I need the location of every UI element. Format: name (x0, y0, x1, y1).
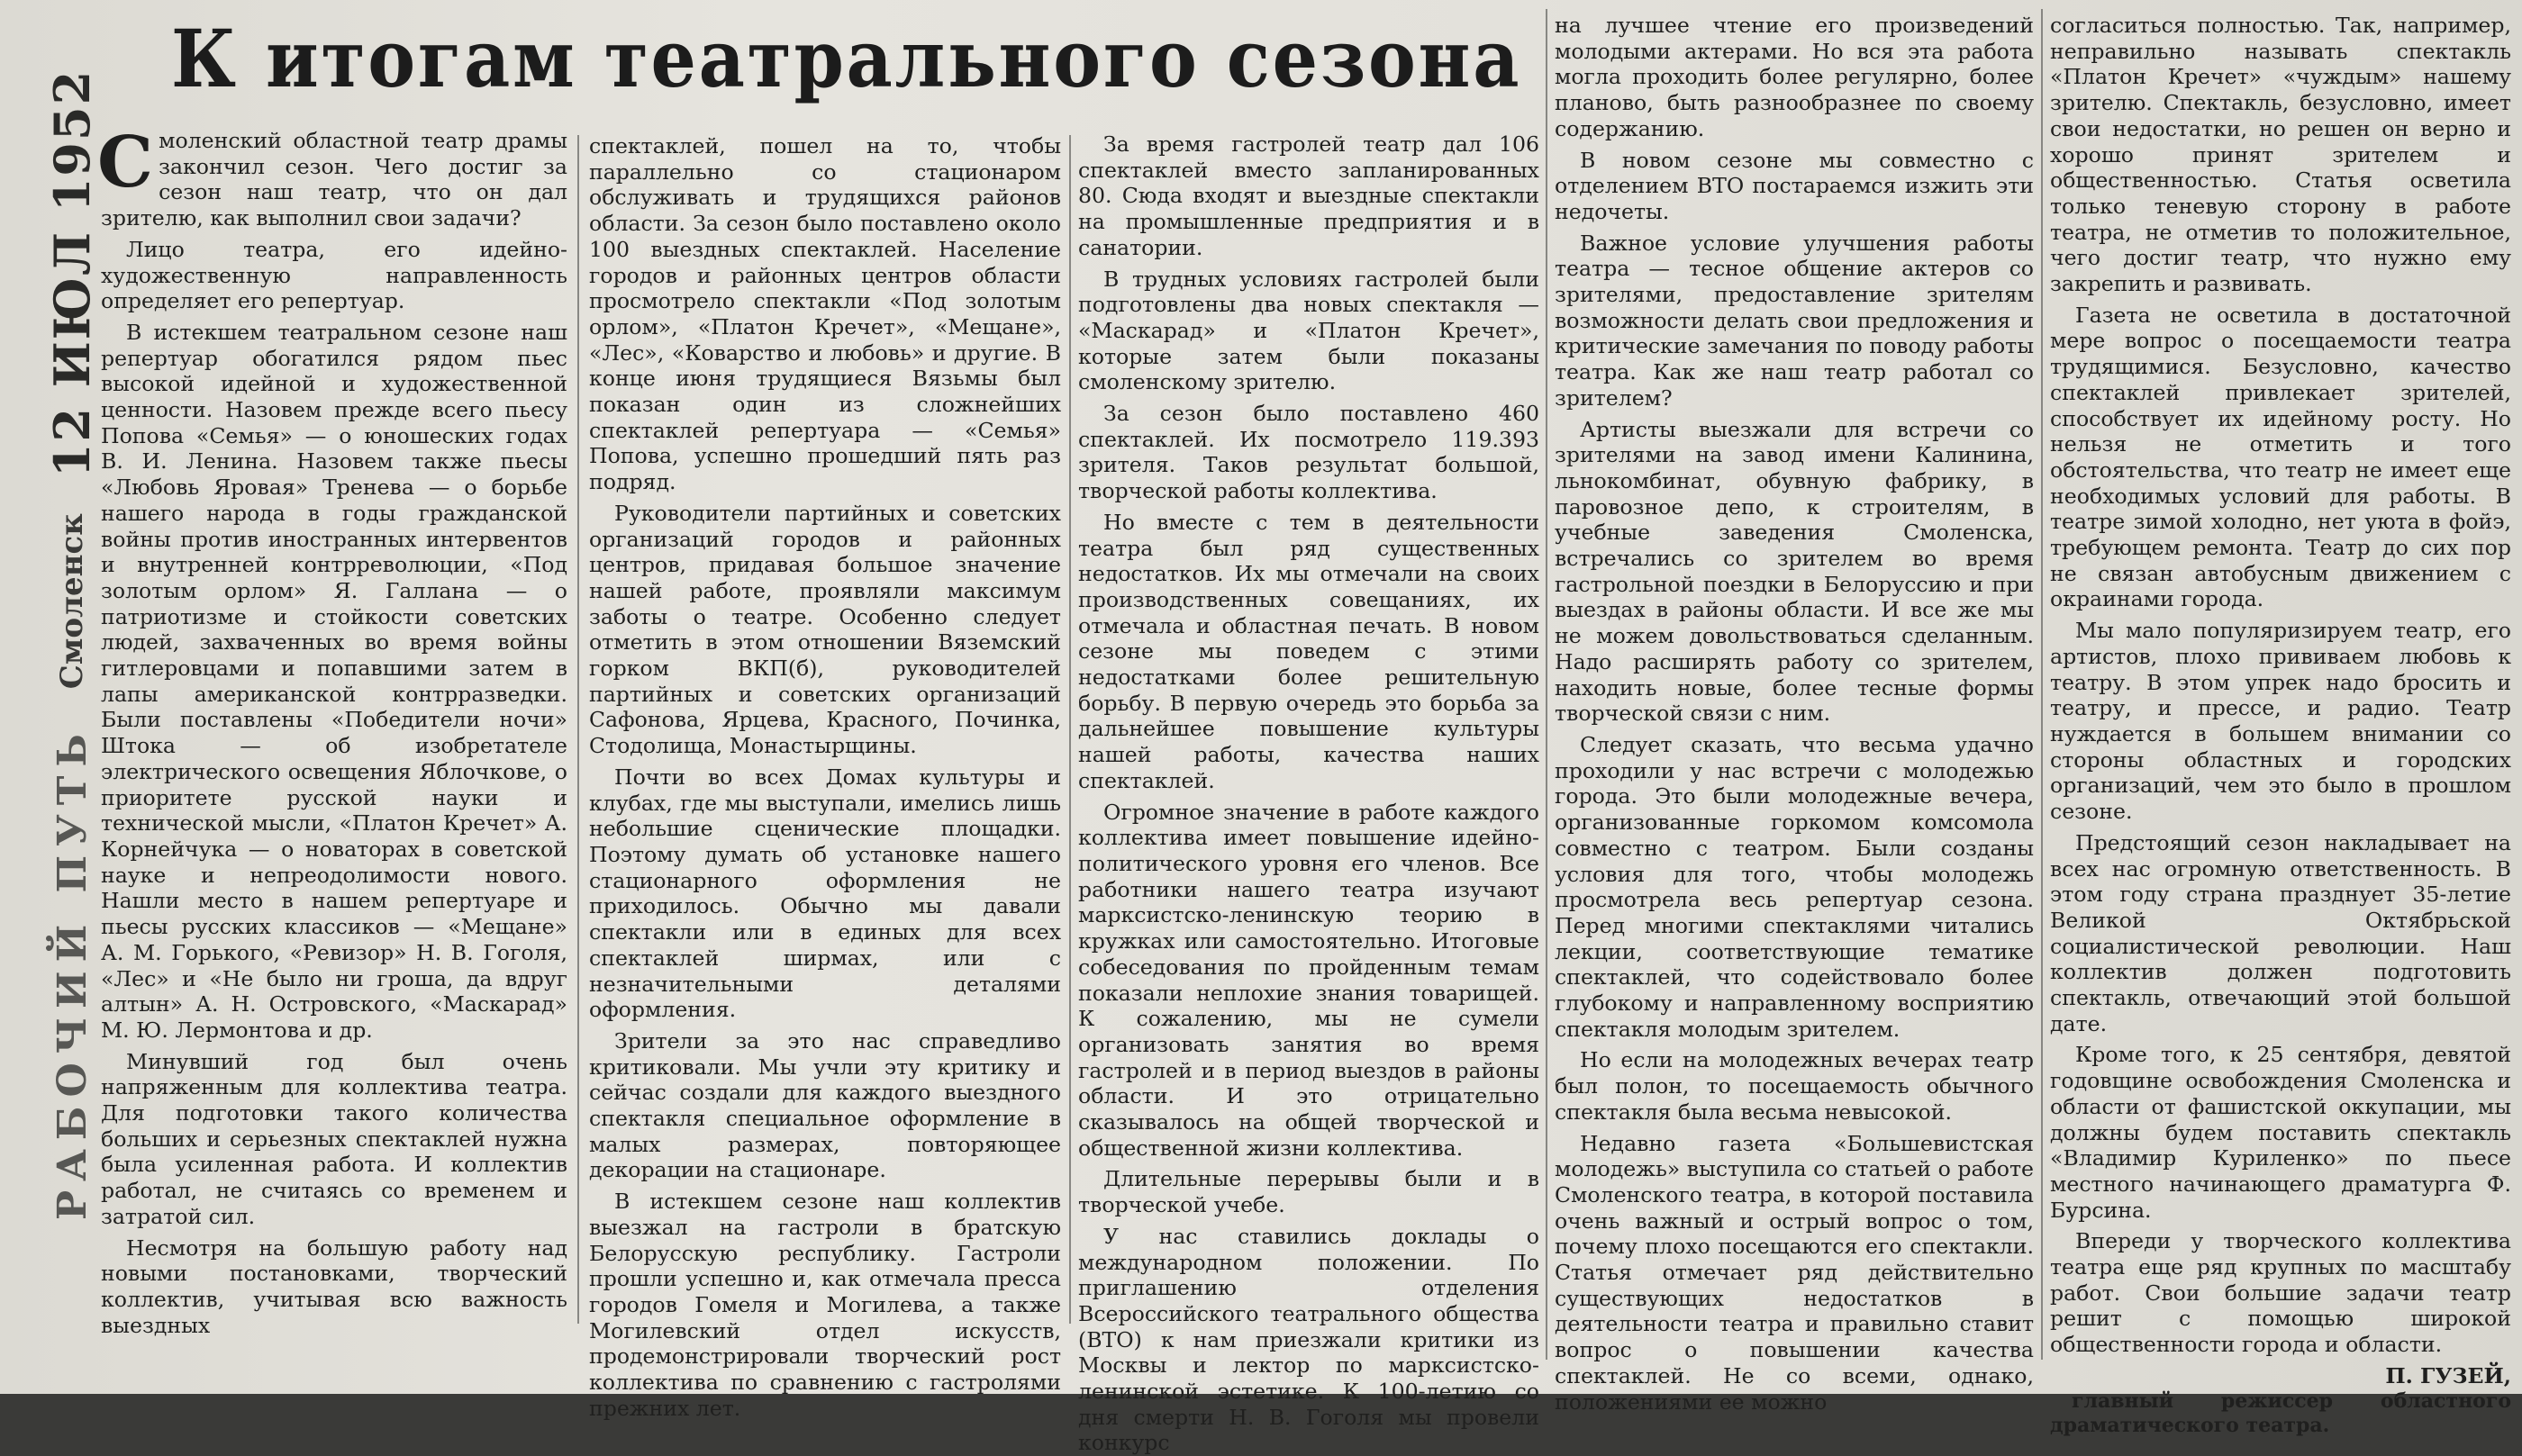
paragraph: согласиться полностью. Так, например, неправильно называть спектакль «Платон Кречет» «чуждым» нашему зрителю. Спектакль, безусловно, имеет свои недостатки, но решен он верно и хорошо принят зрителем и общественностью. Статья осветила только теневую сторону в работе театра, не отметив то положительное, чего достиг театр, что нужно ему закрепить и развивать. (2050, 13, 2511, 297)
paragraph: Важное условие улучшения работы театра — тесное общение актеров со зрителями, предоставление зрителям возможности делать свои предложения и критические замечания по поводу работы театра. Как же наш театр работал со зрителем? (1555, 230, 2034, 411)
paragraph: За сезон было поставлено 460 спектаклей. Их посмотрело 119.393 зрителя. Таков результат большой, творческой работы коллектива. (1078, 401, 1539, 504)
paragraph: Газета не осветила в достаточной мере вопрос о посещаемости театра трудящимися. Безусловно, качество спектаклей привлекает зрителей, способствует их идейному росту. Но нельзя не отметить и того обстоятельства, что театр не имеет еще необходимых условий для работы. В театре зимой холодно, нет уюта в фойэ, требующем ремонта. Театр до сих пор не связан автобусным движением с окраинами города. (2050, 302, 2511, 612)
paragraph: спектаклей, пошел на то, чтобы параллельно со стационаром обслуживать и трудящихся районов области. За сезон было поставлено около 100 выездных спектаклей. Население городов и районных центров области просмотрело спектакли «Под золотым орлом», «Платон Кречет», «Мещане», «Лес», «Коварство и любовь» и другие. В конце июня трудящиеся Вязьмы был показан один из сложнейших спектаклей репертуара — «Семья» Попова, успешно прошедший пять раз подряд. (589, 133, 1061, 495)
paragraph: Недавно газета «Большевистская молодежь» выступила со статьей о работе Смоленского театра, в которой поставила очень важный и острый вопрос о том, почему плохо посещаются его спектакли. Статья отмечает ряд действительно существующих недостатков в деятельности театра и правильно ставит вопрос о повышении качества спектаклей. Не со всеми, однако, положениями ее можно (1555, 1130, 2034, 1415)
paragraph: Почти во всех Домах культуры и клубах, где мы выступали, имелись лишь небольшие сценические площадки. Поэтому думать об установке нашего стационарного оформления не приходилось. Обычно мы давали спектакли или в единых для всех спектаклей ширмах, или с незначительными деталями оформления. (589, 764, 1061, 1023)
column-rule (577, 135, 579, 1324)
article-column-2 (589, 133, 1061, 1421)
article-column-1 (97, 122, 567, 1338)
paragraph: Кроме того, к 25 сентября, девятой годовщине освобождения Смоленска и области от фашистской оккупации, мы должны будем поставить спектакль «Владимир Куриленко» по пьесе местного начинающего драматурга Ф. Бурсина. (2050, 1042, 2511, 1223)
paragraph: Но если на молодежных вечерах театр был полон, то посещаемость обычного спектакля была весьма невысокой. (1555, 1047, 2034, 1125)
paragraph: моленский областной театр драмы закончил сезон. Чего достиг за сезон наш театр, что он дал зрителю, как выполнил свои задачи? (101, 128, 567, 231)
article-column-3 (1078, 131, 1539, 1456)
paragraph: В новом сезоне мы совместно с отделением ВТО постараемся изжить эти недочеты. (1555, 147, 2034, 224)
paragraph: В истекшем сезоне наш коллектив выезжал на гастроли в братскую Белорусскую республику. Гастроли прошли успешно и, как отмечала пресса городов Гомеля и Могилева, а также Могилевский отдел искусств, продемонстрировали творческий рост коллектива по сравнению с гастролями прежних лет. (589, 1189, 1061, 1421)
paragraph: Длительные перерывы были и в творческой учебе. (1078, 1166, 1539, 1218)
newspaper-name: РАБОЧИЙ ПУТЬ (49, 725, 95, 1220)
paragraph: Руководители партийных и советских организаций городов и районных центров, придавая большое значение нашей работе, проявляли максимум заботы о театре. Особенно следует отметить в этом отношении Вяземский горком ВКП(б), руководителей партийных и советских организаций Сафонова, Ярцева, Красного, Починка, Стодолища, Монастырщины. (589, 500, 1061, 759)
paragraph: Артисты выезжали для встречи со зрителями на завод имени Калинина, льнокомбинат, обувную фабрику, в паровозное депо, к строителям, в учебные заведения Смоленска, встречались со зрителем во время гастрольной поездки в Белоруссию и при выездах в районы области. И все же мы не можем довольствоваться сделанным. Надо расширять работу со зрителем, находить новые, более тесные формы творческой связи с ним. (1555, 416, 2034, 727)
paragraph: Предстоящий сезон накладывает на всех нас огромную ответственность. В этом году страна празднует 35-летие Великой Октябрьской социалистической революции. Наш коллектив должен подготовить спектакль, отвечающий этой большой дате. (2050, 829, 2511, 1036)
paragraph: У нас ставились доклады о международном положении. По приглашению отделения Всероссийского театрального общества (ВТО) к нам приезжали критики из Москвы и лектор по марксистско-ленинской эстетике. К 100-летию со дня смерти Н. В. Гоголя мы провели конкурс (1078, 1223, 1539, 1456)
author-signature: П. ГУЗЕЙ, (2385, 1362, 2511, 1388)
paragraph: Лицо театра, его идейно-художественную направленность определяет его репертуар. (101, 236, 567, 314)
column-rule (1546, 9, 1547, 1360)
paragraph: Минувший год был очень напряженным для коллектива театра. Для подготовки такого количества больших и серьезных спектаклей нужна была усиленная работа. И коллектив работал, не считаясь со временем и затратой сил. (101, 1048, 567, 1229)
article-column-5 (2050, 13, 2511, 1437)
paragraph: Зрители за это нас справедливо критиковали. Мы учли эту критику и сейчас создали для каждого выездного спектакля специальное оформление в малых размерах, повторяющее декорации на стационаре. (589, 1027, 1061, 1183)
author-title: главный режиссер областного драматического театра. (2050, 1388, 2511, 1437)
column-rule (2041, 9, 2043, 1360)
date-stamp: 12 ИЮЛ 1952 (43, 68, 101, 478)
column-rule (1069, 135, 1071, 1324)
paragraph: Впереди у творческого коллектива театра еще ряд крупных по масштабу работ. Свои большие задачи театр решит с помощью широкой общественности города и области. (2050, 1228, 2511, 1358)
city-stamp: Смоленск (54, 513, 90, 690)
paragraph: Огромное значение в работе каждого коллектива имеет повышение идейно-политического уровня его членов. Все работники нашего театра изучают марксистско-ленинскую теорию в кружках или самостоятельно. Итоговые собеседования по пройденным темам показали неплохие знания товарищей. К сожалению, мы не сумели организовать занятия во время гастролей и в период выездов в районы области. И это отрицательно сказывалось на общей творческой и общественной жизни коллектива. (1078, 799, 1539, 1161)
article-column-4 (1555, 13, 2034, 1415)
newspaper-masthead-vertical (41, 68, 104, 1220)
paragraph: Мы мало популяризируем театр, его артистов, плохо прививаем любовь к театру. В этом упрек надо бросить и театру, и прессе, и радио. Театр нуждается в большем внимании со стороны областных и городских организаций, чем это было в прошлом сезоне. (2050, 618, 2511, 825)
drop-cap: С (97, 122, 154, 203)
paragraph: Но вместе с тем в деятельности театра был ряд существенных недостатков. Их мы отмечали на своих производственных совещаниях, их отмечала и областная печать. В новом сезоне мы поведем с этими недостатками более решительную борьбу. В первую очередь это борьба за дальнейшее повышение культуры нашей работы, качества наших спектаклей. (1078, 509, 1539, 793)
paragraph: В трудных условиях гастролей были подготовлены два новых спектакля — «Маскарад» и «Платон Кречет», которые затем были показаны смоленскому зрителю. (1078, 266, 1539, 395)
paragraph: В истекшем театральном сезоне наш репертуар обогатился рядом пьес высокой идейной и художественной ценности. Назовем прежде всего пьесу Попова «Семья» — о юношеских годах В. И. Ленина. Назовем также пьесы «Любовь Яровая» Тренева — о борьбе нашего народа в годы гражданской войны против иностранных интервентов и внутренней контрреволюции, «Под золотым орлом» Я. Галлана — о патриотизме и стойкости советских людей, захваченных во время войны гитлеровцами и попавшими затем в лапы американской контрразведки. Были поставлены «Победители ночи» Штока — об изобретателе электрического освещения Яблочкове, о приоритете русской науки и технической мысли, «Платон Кречет» А. Корнейчука — о новаторах в советской науке и непреодолимости нового. Нашли место в нашем репертуаре и пьесы русских классиков — «Мещане» А. М. Горького, «Ревизор» Н. В. Гоголя, «Лес» и «Не было ни гроша, да вдруг алтын» А. Н. Островского, «Маскарад» М. Ю. Лермонтова и др. (101, 319, 567, 1043)
headline: К итогам театрального сезона (171, 12, 1522, 105)
paragraph: Следует сказать, что весьма удачно проходили у нас встречи с молодежью города. Это были молодежные вечера, организованные горкомом комсомола совместно с театром. Были созданы условия для того, чтобы молодежь просмотрела весь репертуар сезона. Перед многими спектаклями читались лекции, соответствующие тематике спектаклей, что содействовало более глубокому и направленному восприятию спектакля молодым зрителем. (1555, 731, 2034, 1042)
paragraph: За время гастролей театр дал 106 спектаклей вместо запланированных 80. Сюда входят и выездные спектакли на промышленные предприятия и в санатории. (1078, 131, 1539, 260)
paragraph: Несмотря на большую работу над новыми постановками, творческий коллектив, учитывая всю важность выездных (101, 1234, 567, 1338)
paragraph: на лучшее чтение его произведений молодыми актерами. Но вся эта работа могла проходить более регулярно, более планово, быть разнообразнее по своему содержанию. (1555, 13, 2034, 141)
